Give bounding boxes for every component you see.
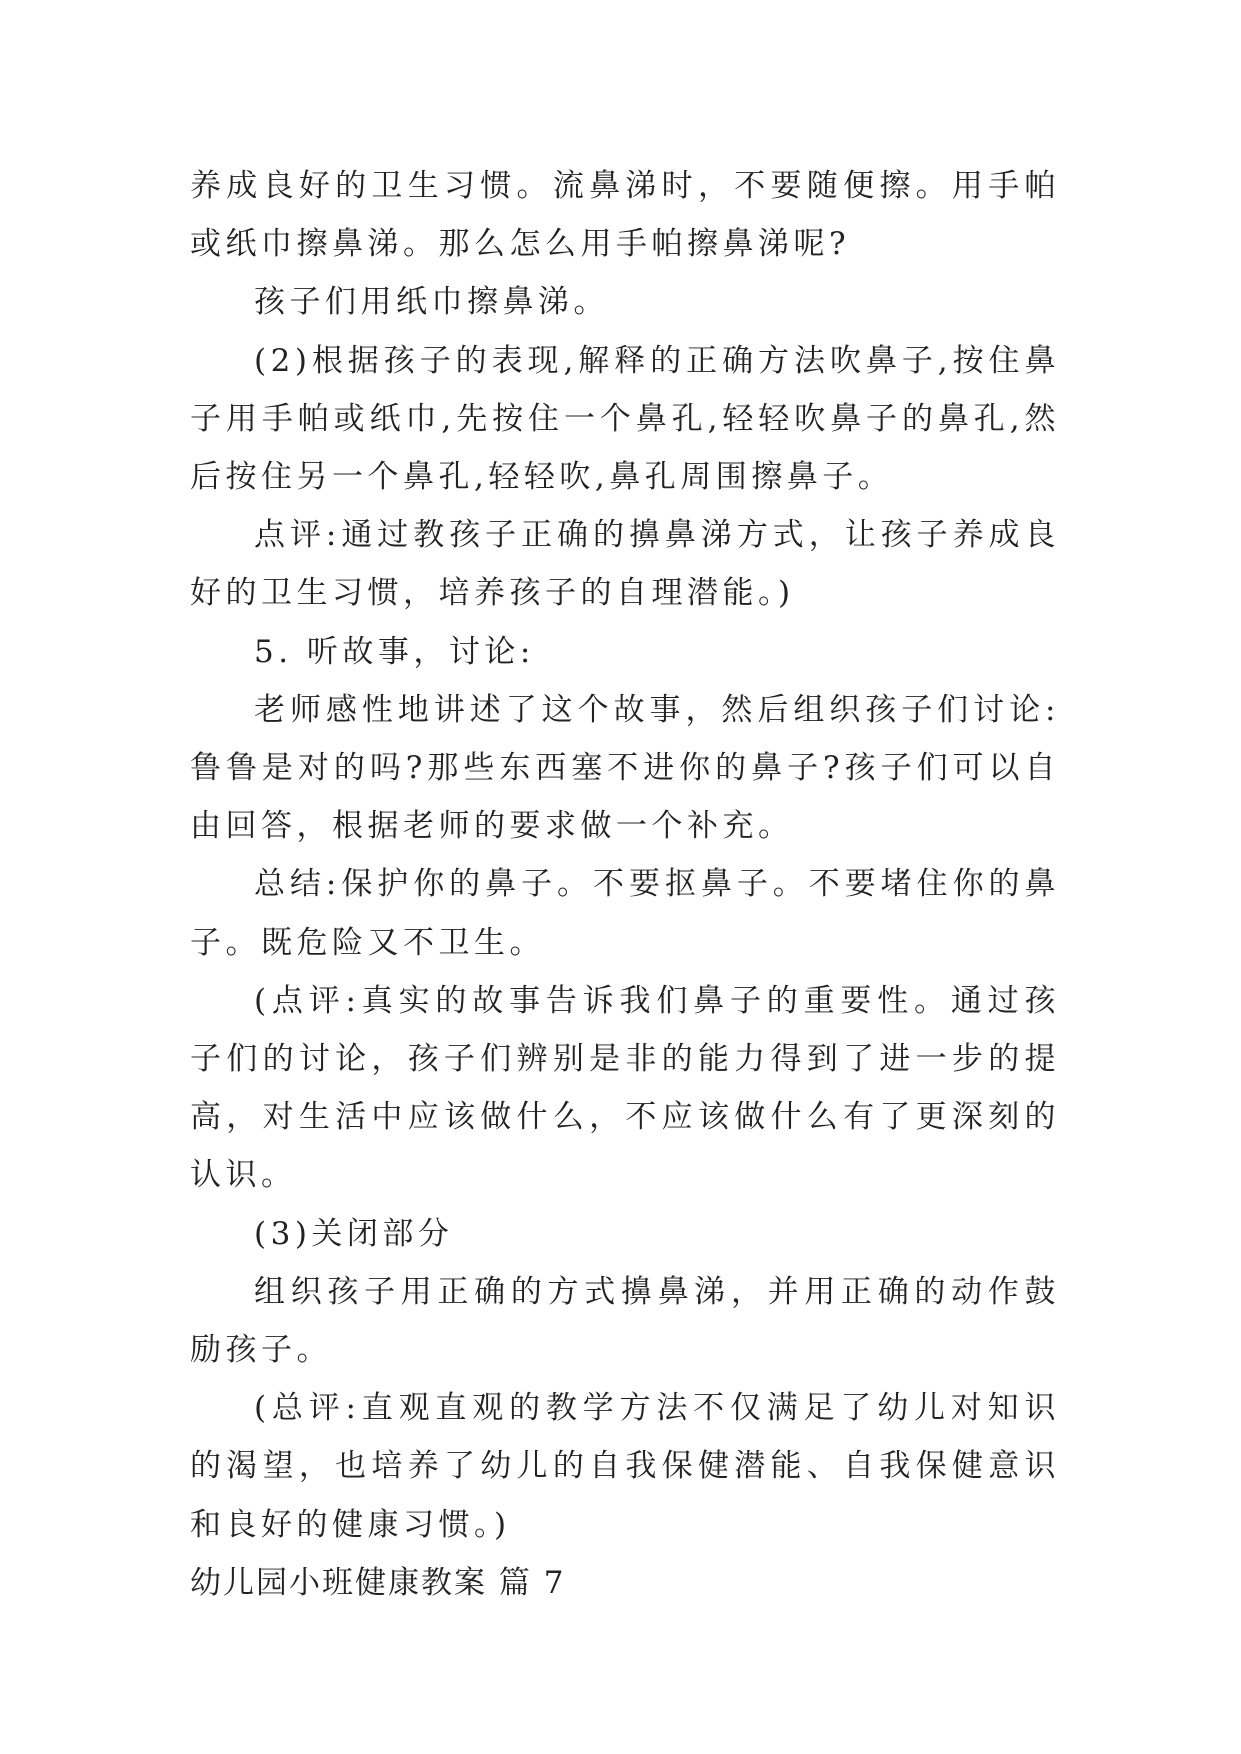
paragraph-organize-children: 组织孩子用正确的方式擤鼻涕，并用正确的动作鼓励孩子。 xyxy=(190,1273,1060,1369)
paragraph-comment-self-care: 点评:通过教孩子正确的擤鼻涕方式，让孩子养成良好的卫生习惯，培养孩子的自理潜能。) xyxy=(190,517,1060,612)
paragraph-children-tissue: 孩子们用纸巾擦鼻涕。 xyxy=(254,284,609,321)
paragraph-overall-comment: (总评:直观直观的教学方法不仅满足了幼儿对知识的渴望，也培养了幼儿的自我保健潜能、自我保健意识和良好的健康习惯。) xyxy=(190,1390,1060,1543)
paragraph-comment-discussion: (点评:真实的故事告诉我们鼻子的重要性。通过孩子们的讨论，孩子们辨别是非的能力得到了进一步的提高，对生活中应该做什么，不应该做什么有了更深刻的认识。 xyxy=(190,982,1060,1194)
paragraph-closing-part: (3)关闭部分 xyxy=(254,1215,454,1252)
paragraph-method-blow-nose: (2)根据孩子的表现,解释的正确方法吹鼻子,按住鼻子用手帕或纸巾,先按住一个鼻孔,轻轻吹鼻子的鼻孔,然后按住另一个鼻孔,轻轻吹,鼻孔周围擦鼻子。 xyxy=(190,342,1060,496)
section-heading: 幼儿园小班健康教案 篇 7 xyxy=(190,1564,566,1601)
document-page xyxy=(190,157,1060,1612)
paragraph-summary: 总结:保护你的鼻子。不要抠鼻子。不要堵住你的鼻子。既危险又不卫生。 xyxy=(190,866,1060,961)
paragraph-step-5-story: 5. 听故事，讨论: xyxy=(254,633,535,670)
paragraph-hygiene-habit: 养成良好的卫生习惯。流鼻涕时，不要随便擦。用手帕或纸巾擦鼻涕。那么怎么用手帕擦鼻涕呢? xyxy=(190,168,1060,263)
paragraph-teacher-story: 老师感性地讲述了这个故事，然后组织孩子们讨论:鲁鲁是对的吗?那些东西塞不进你的鼻子?孩子们可以自由回答，根据老师的要求做一个补充。 xyxy=(190,691,1060,845)
